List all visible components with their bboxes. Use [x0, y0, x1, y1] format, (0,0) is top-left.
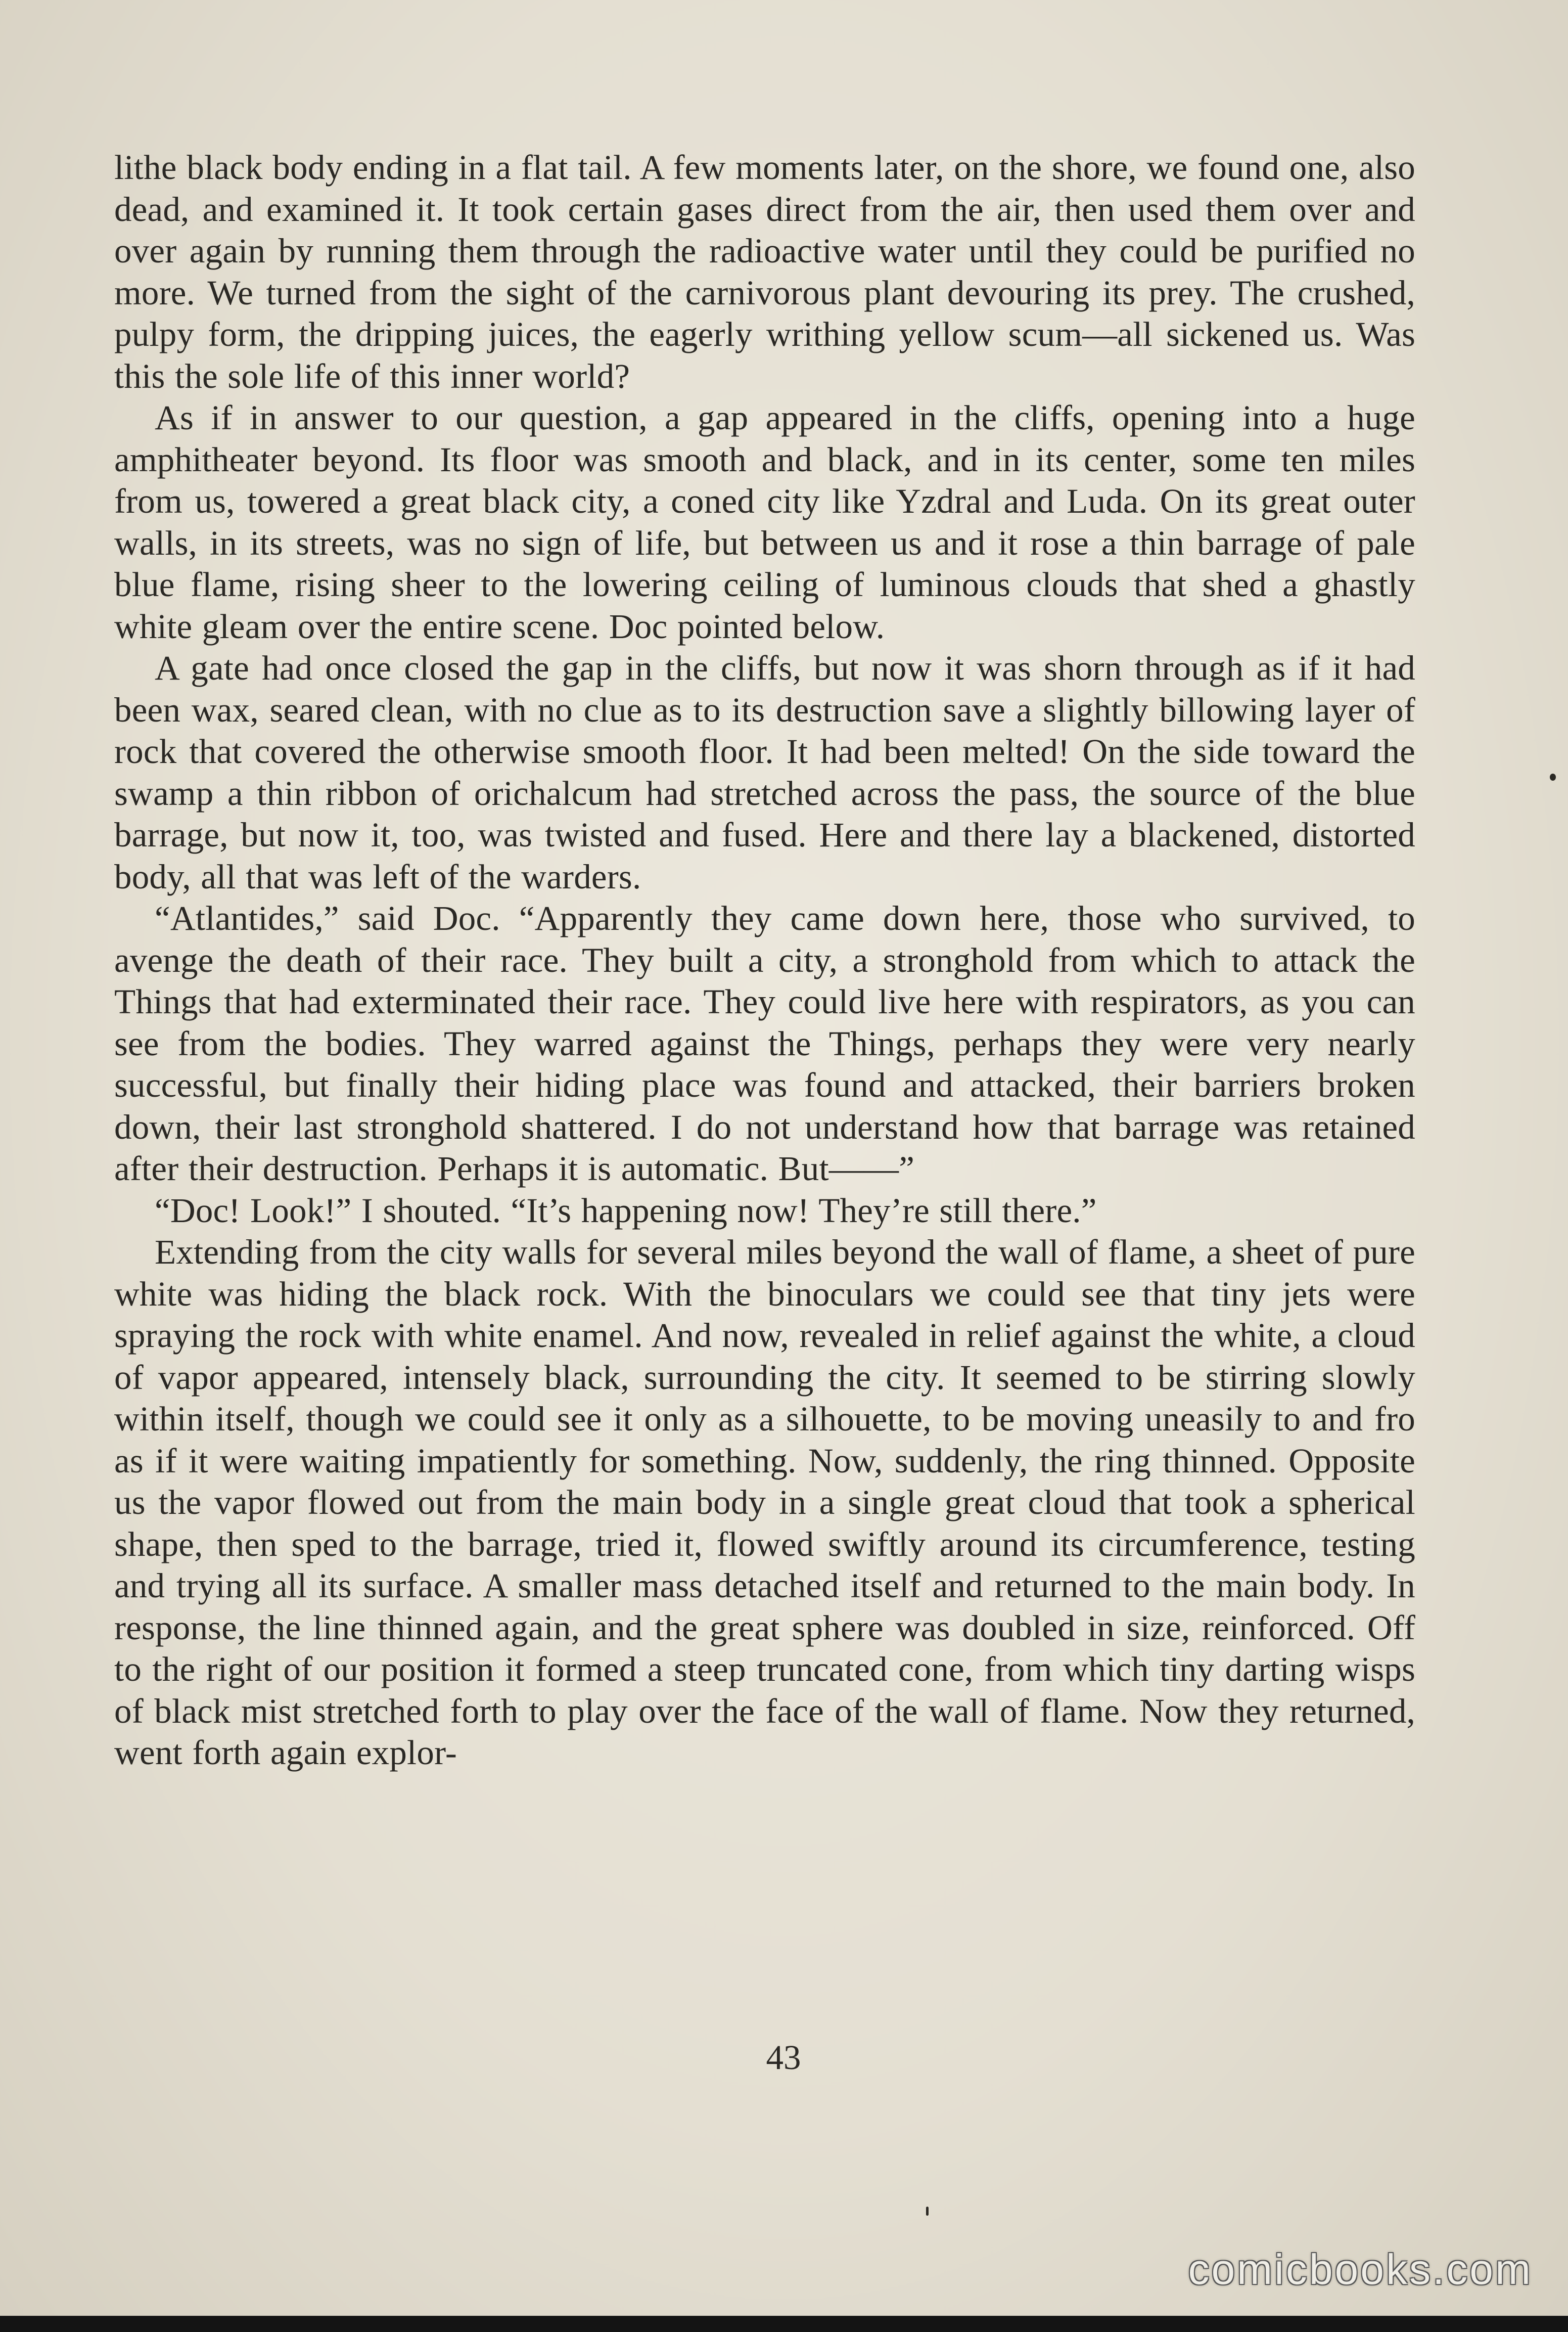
scan-edge — [0, 2316, 1568, 2332]
print-speck — [926, 2207, 929, 2216]
paragraph-3: A gate had once closed the gap in the cliffs, but now it was shorn through as if it had been wax, seared clean, with no clue as to its destruction save a slightly billowing layer of rock that covered the otherwise smooth floor. It had been melted! On the side toward the swamp a thin ribbon of orichalcum had stretched across the pass, the source of the blue barrage, but now it, too, was twisted and fused. Here and there lay a blackened, distorted body, all that was left of the warders. — [114, 649, 1415, 896]
body-text — [114, 147, 1415, 1774]
watermark-logo: comicbooks.com — [1188, 2246, 1533, 2293]
paragraph-2: As if in answer to our question, a gap appeared in the cliffs, opening into a huge amphitheater beyond. Its floor was smooth and black, and in its center, some ten miles from us, towered a great black city, a coned city like Yzdral and Luda. On its great outer walls, in its streets, was no sign of life, but between us and it rose a thin barrage of pale blue flame, rising sheer to the lowering ceiling of luminous clouds that shed a ghastly white gleam over the entire scene. Doc pointed below. — [114, 398, 1415, 646]
paragraph-4: “Atlantides,” said Doc. “Apparently they came down here, those who survived, to avenge the death of their race. They built a city, a stronghold from which to attack the Things that had exterminated their race. They could live here with respirators, as you can see from the bodies. They warred against the Things, perhaps they were very nearly successful, but finally their hiding place was found and attacked, their barriers broken down, their last stronghold shattered. I do not understand how that barrage was retained after their destruction. Perhaps it is automatic. But——” — [114, 899, 1415, 1188]
paragraph-5: “Doc! Look!” I shouted. “It’s happening now! They’re still there.” — [155, 1191, 1097, 1230]
print-speck — [1550, 774, 1556, 781]
paragraph-1: lithe black body ending in a flat tail. A few moments later, on the shore, we found one, also dead, and examined it. It took certain gases direct from the air, then used them over and over again by running them through the radioactive water until they could be purified no more. We turned from the sight of the carnivorous plant devouring its prey. The crushed, pulpy form, the dripping juices, the eagerly writhing yellow scum—all sickened us. Was this the sole life of this inner world? — [114, 148, 1415, 395]
paragraph-6: Extending from the city walls for several miles beyond the wall of flame, a sheet of pure white was hiding the black rock. With the binoculars we could see that tiny jets were spraying the rock with white enamel. And now, revealed in relief against the white, a cloud of vapor appeared, intensely black, surrounding the city. It seemed to be stirring slowly within itself, though we could see it only as a silhouette, to be moving uneasily to and fro as if it were waiting impatiently for something. Now, suddenly, the ring thinned. Opposite us the vapor flowed out from the main body in a single great cloud that took a spherical shape, then sped to the barrage, tried it, flowed swiftly around its circumference, testing and trying all its surface. A smaller mass detached itself and returned to the main body. In response, the line thinned again, and the great sphere was doubled in size, reinforced. Off to the right of our position it formed a steep truncated cone, from which tiny darting wisps of black mist stretched forth to play over the face of the wall of flame. Now they returned, went forth again explor- — [114, 1233, 1415, 1772]
page-number: 43 — [766, 2038, 801, 2077]
